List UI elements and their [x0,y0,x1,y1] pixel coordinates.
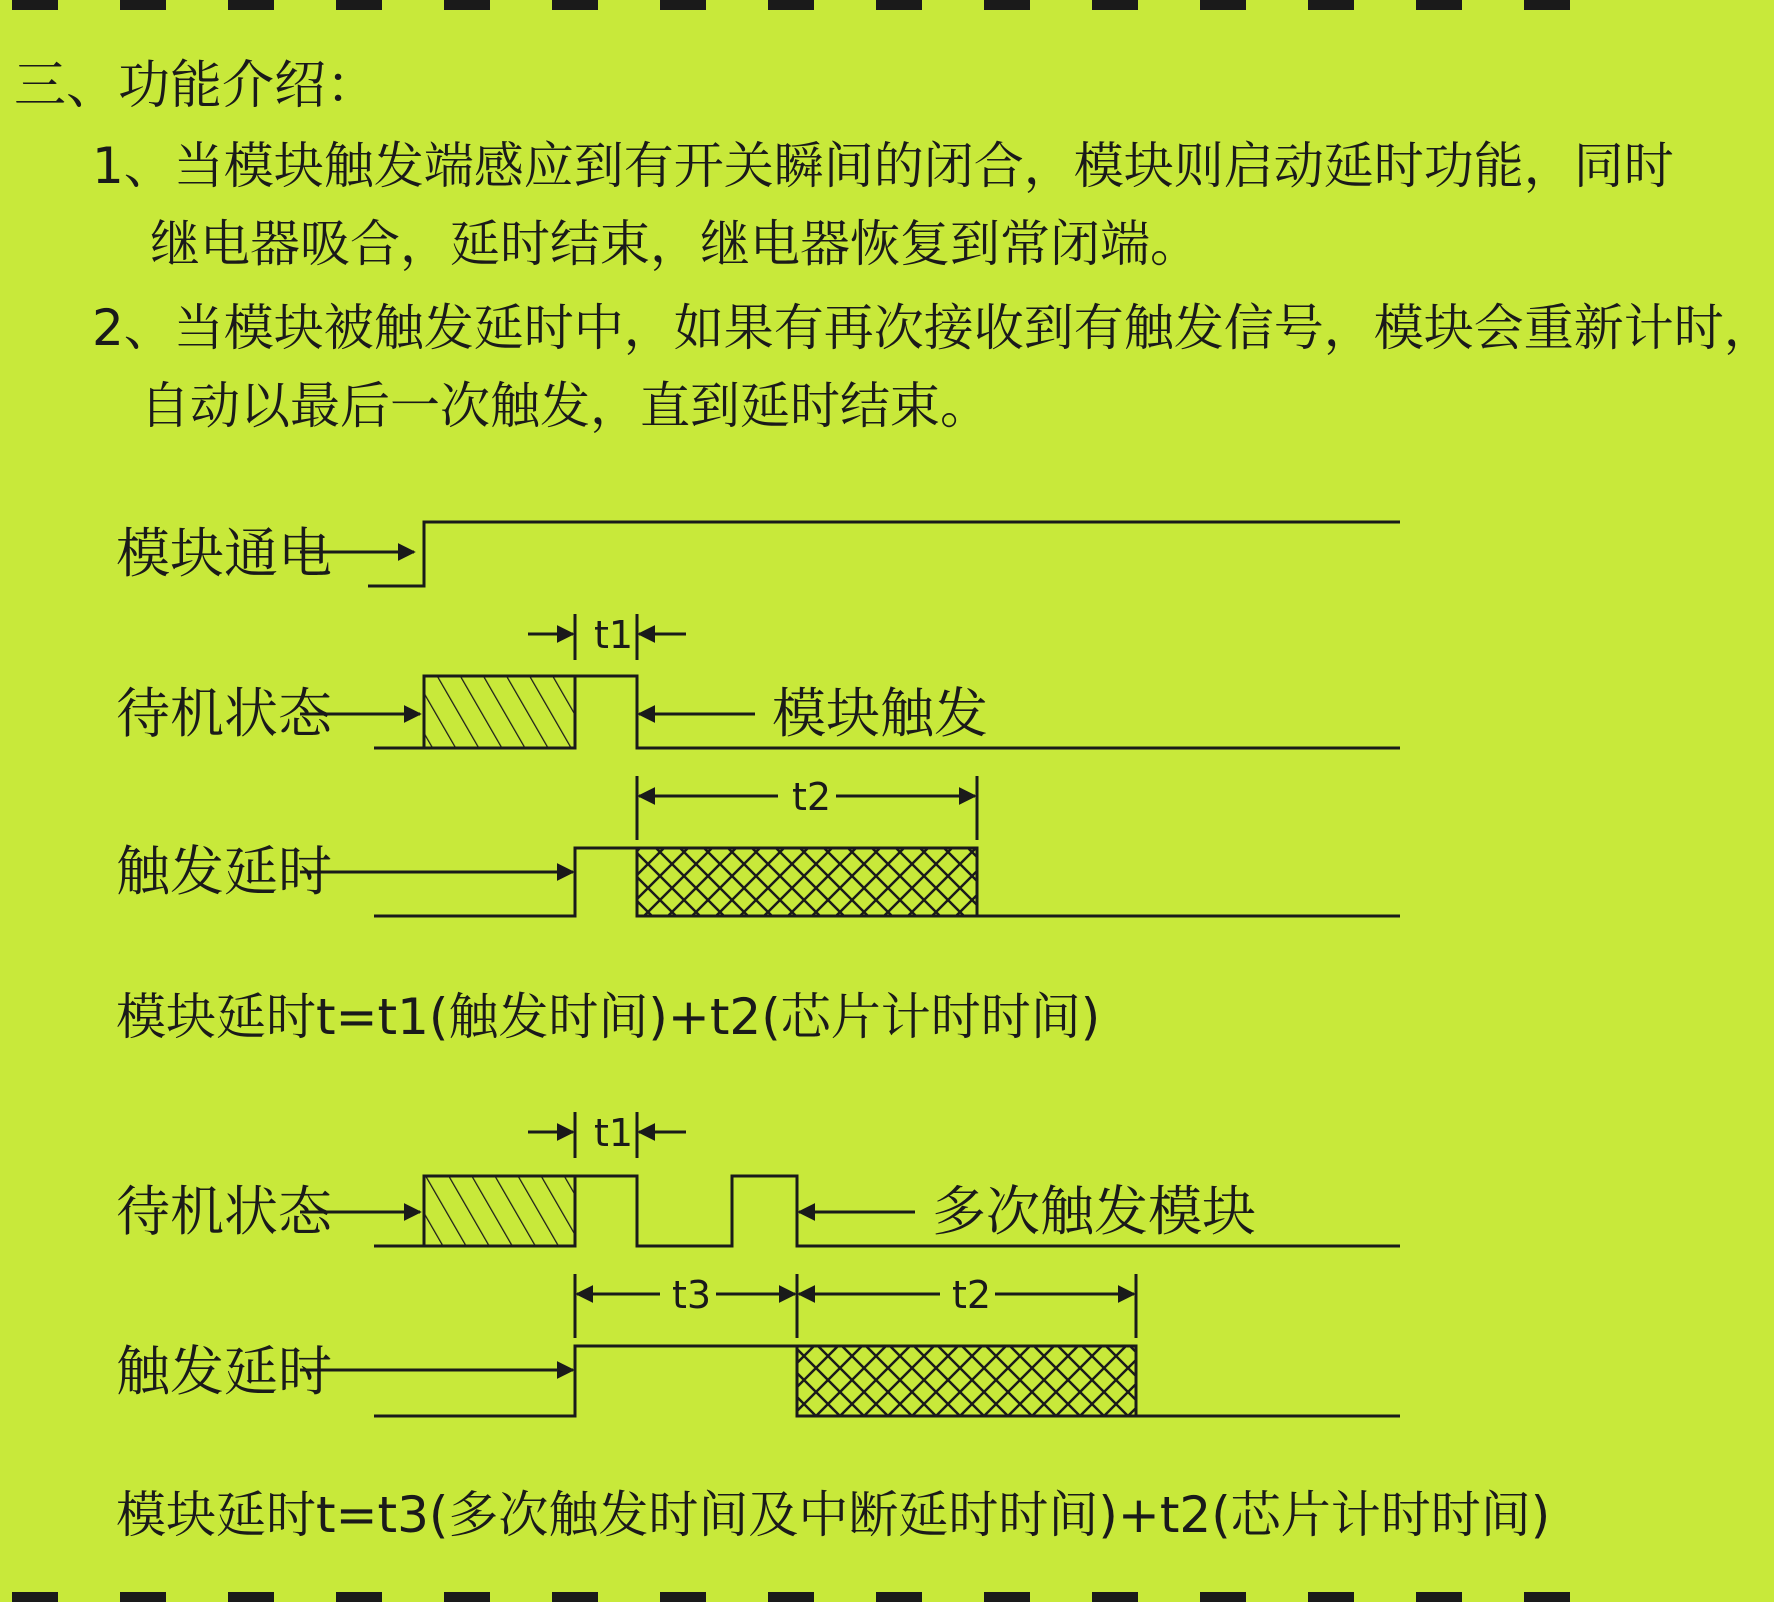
bottom-dashed-border [0,1592,1600,1602]
paragraph-1-line-1: 1、当模块触发端感应到有开关瞬间的闭合，模块则启动延时功能，同时 [92,137,1674,195]
t1-label-2: t1 [594,1111,634,1155]
label-standby-2: 待机状态 [116,1180,332,1243]
paragraph-2-line-2: 自动以最后一次触发，直到延时结束。 [140,377,990,435]
t2-label: t2 [792,775,832,819]
t1-label: t1 [594,613,634,657]
formula-1: 模块延时t=t1(触发时间)+t2(芯片计时时间) [116,988,1101,1046]
formula-2: 模块延时t=t3(多次触发时间及中断延时时间)+t2(芯片计时时间) [116,1486,1551,1544]
delay-waveform-2 [374,1346,1400,1416]
t3-label: t3 [672,1273,712,1317]
t3-t2-dimension [575,1274,1136,1338]
delay-waveform [374,848,1400,916]
power-waveform [368,522,1400,586]
label-standby: 待机状态 [116,682,332,745]
label-power: 模块通电 [116,522,332,585]
paragraph-2-line-1: 2、当模块被触发延时中，如果有再次接收到有触发信号，模块会重新计时， [92,299,1774,357]
label-delay-2: 触发延时 [116,1340,332,1403]
paragraph-1-line-2: 继电器吸合，延时结束，继电器恢复到常闭端。 [150,215,1200,273]
multi-trigger-label: 多次触发模块 [932,1180,1256,1243]
t2-label-2: t2 [952,1273,992,1317]
trigger-label: 模块触发 [772,682,988,745]
label-delay: 触发延时 [116,840,332,903]
section-title: 三、功能介绍： [14,56,379,116]
